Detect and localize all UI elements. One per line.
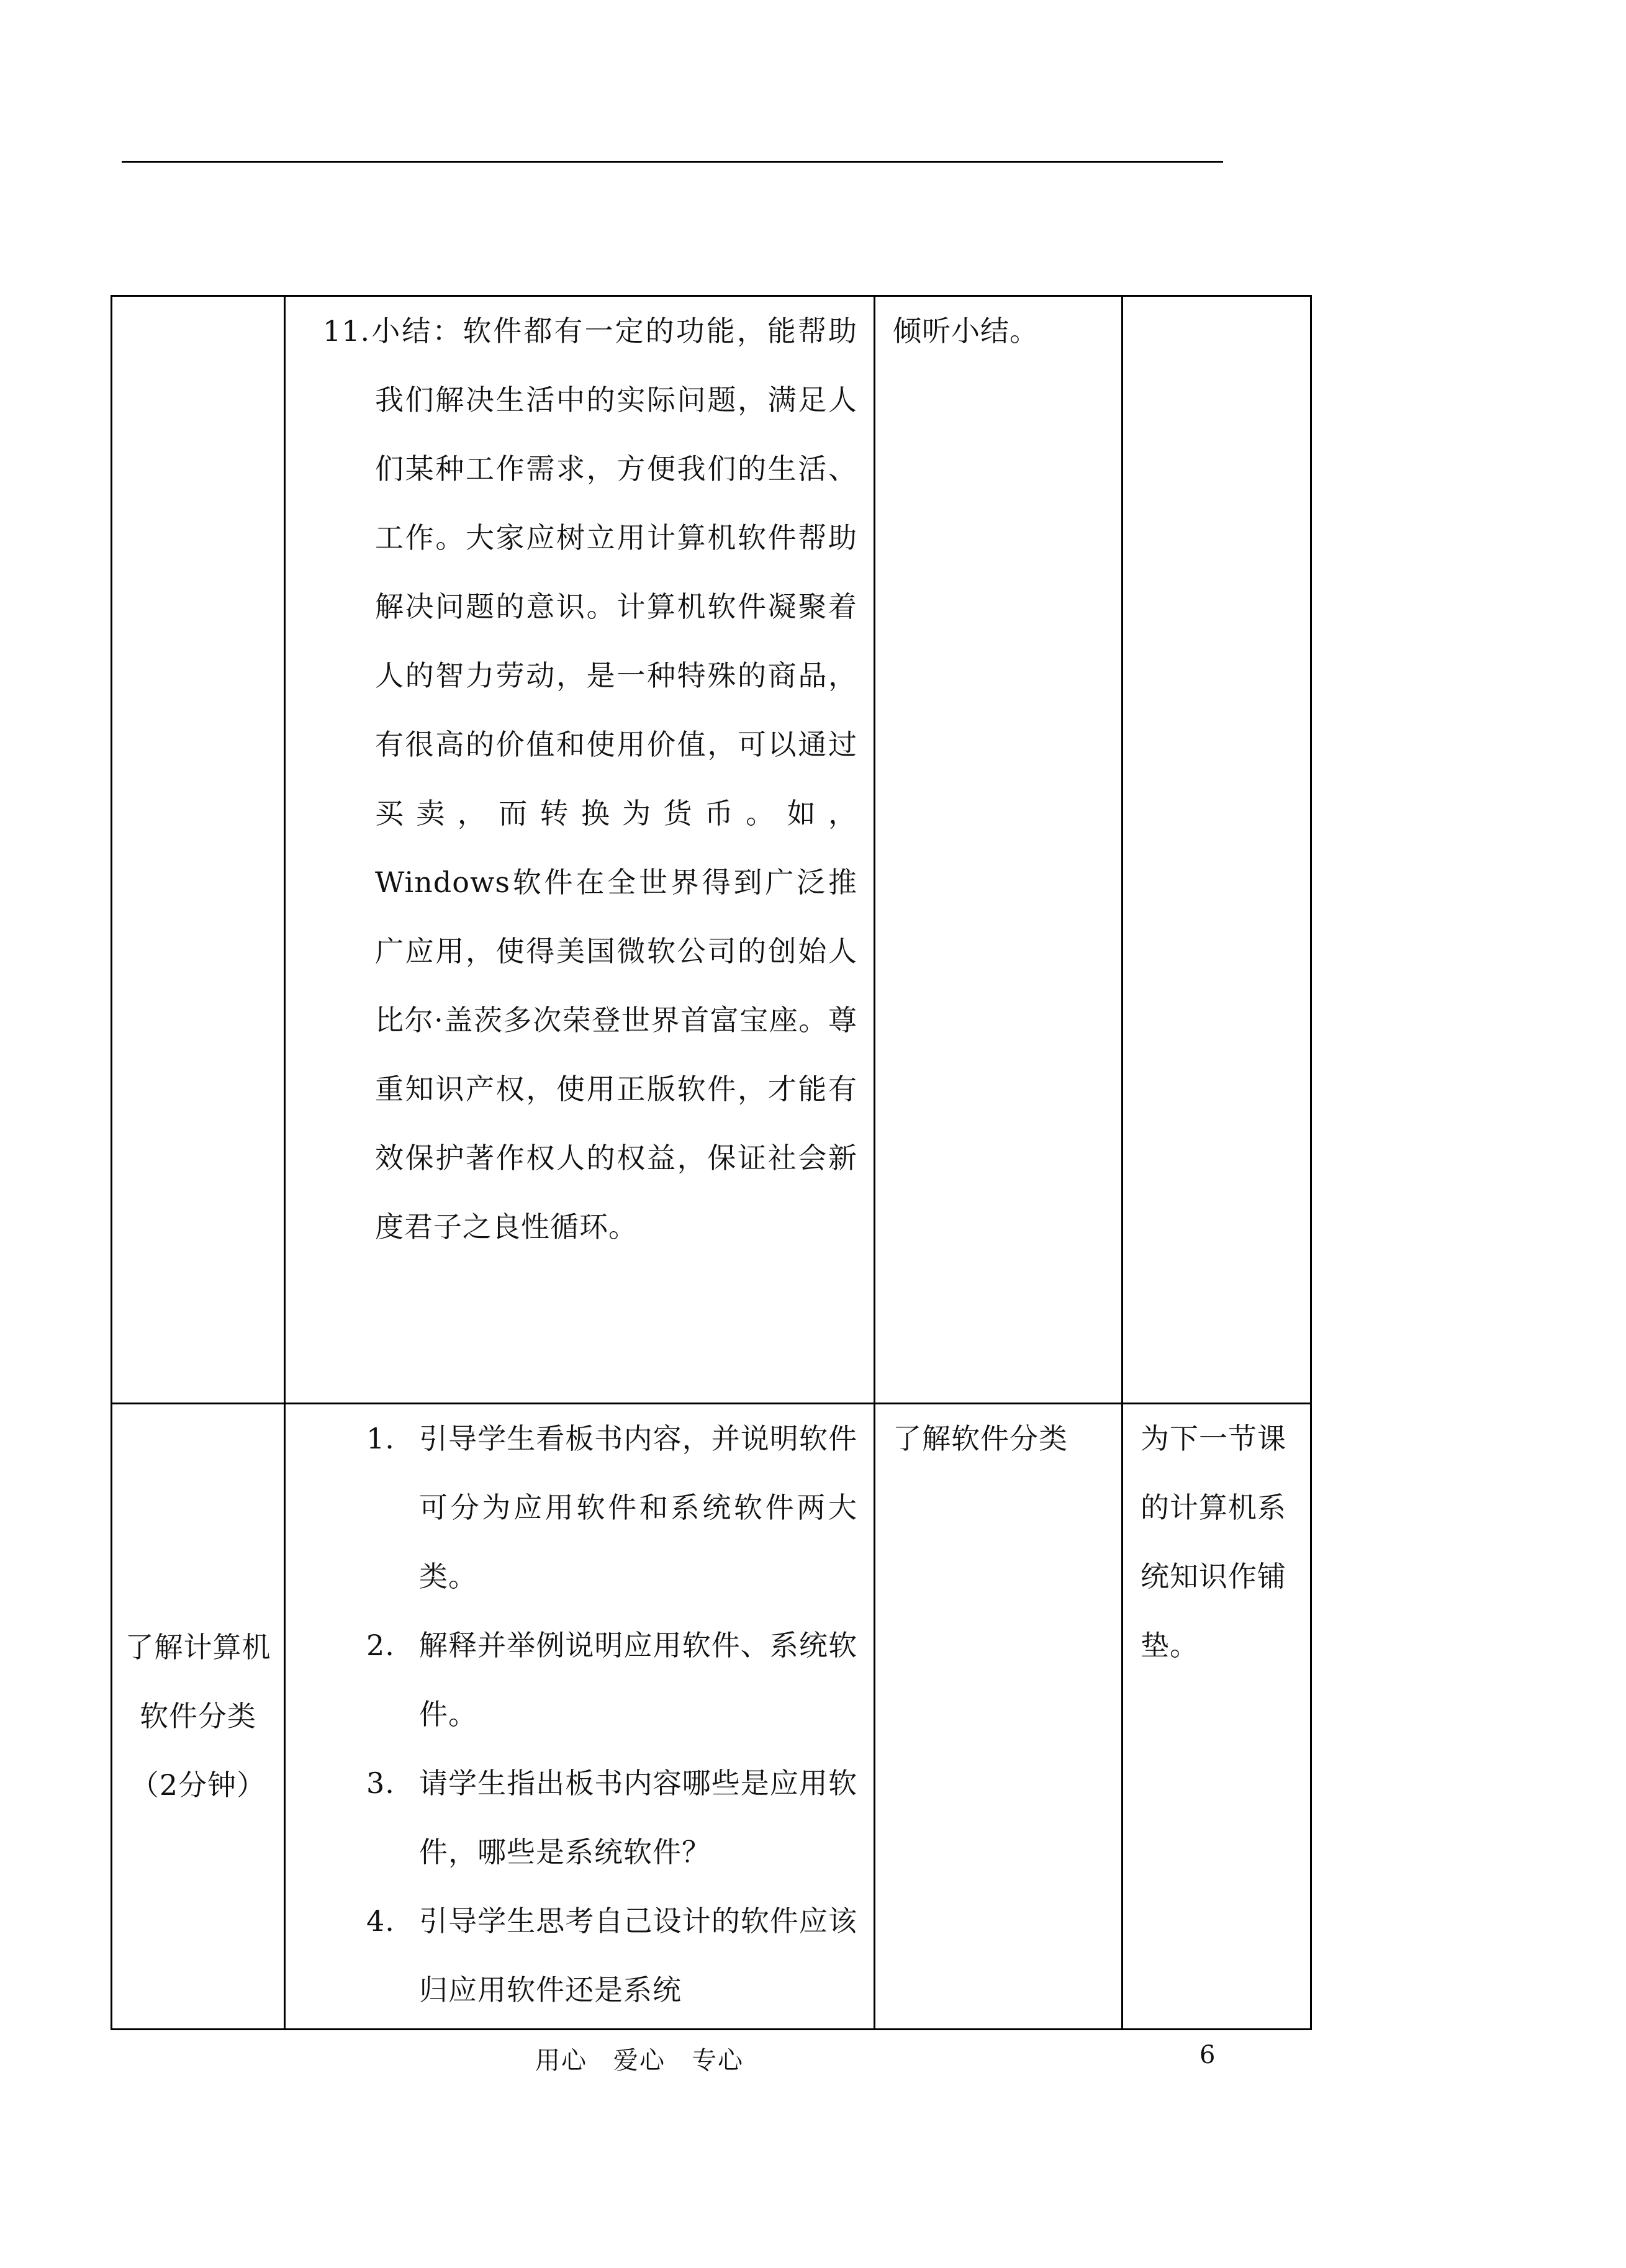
step-text: 引导学生看板书内容，并说明软件可分为应用软件和系统软件两大类。	[419, 1422, 857, 1593]
step-number: 3.	[366, 1766, 395, 1800]
stage-title: 了解计算机软件分类	[125, 1630, 271, 1733]
stage-time: （2分钟）	[130, 1768, 266, 1802]
table-row	[112, 296, 1311, 1404]
stage-cell	[112, 1404, 285, 2030]
step-list	[286, 1404, 874, 2025]
student-activity-cell	[875, 296, 1122, 1404]
stage-cell-empty	[112, 296, 285, 1404]
purpose-cell	[1122, 1404, 1311, 2030]
summary-text: 小结：软件都有一定的功能，能帮助我们解决生活中的实际问题，满足人们某种工作需求，方便我们的生活、工作。大家应树立用计算机软件帮助解决问题的意识。计算机软件凝聚着人的智力劳动，是一种特殊的商品，有很高的价值和使用价值，可以通过买卖，而转换为货币。如，Windows软件在全世界得到广泛推广应用，使得美国微软公司的创始人比尔·盖茨多次荣登世界首富宝座。尊重知识产权，使用正版软件，才能有效保护著作权人的权益，保证社会新度君子之良性循环。	[370, 314, 857, 1244]
step-text: 请学生指出板书内容哪些是应用软件，哪些是系统软件？	[419, 1766, 857, 1869]
student-activity-text: 倾听小结。	[893, 314, 1039, 348]
footer-motto: 用心 爱心 专心	[535, 2046, 744, 2075]
purpose-text: 为下一节课的计算机系统知识作铺垫。	[1140, 1422, 1286, 1662]
summary-paragraph	[323, 297, 857, 1262]
lesson-plan-table	[111, 295, 1312, 2030]
step-number: 1.	[366, 1422, 395, 1455]
step-text: 解释并举例说明应用软件、系统软件。	[419, 1629, 857, 1731]
table-row	[112, 1404, 1311, 2030]
header-rule	[122, 161, 1223, 163]
list-item	[286, 1611, 857, 1749]
purpose-cell-empty	[1122, 296, 1311, 1404]
teacher-activity-cell	[285, 296, 875, 1404]
list-item	[286, 1887, 857, 2025]
list-item	[286, 1404, 857, 1611]
teacher-activity-cell	[285, 1404, 875, 2030]
list-item	[286, 1749, 857, 1887]
student-activity-cell	[875, 1404, 1122, 2030]
step-number: 4.	[366, 1904, 395, 1938]
page-number: 6	[1199, 2041, 1216, 2069]
student-activity-text: 了解软件分类	[893, 1422, 1068, 1455]
summary-number: 11.	[323, 314, 371, 348]
step-text: 引导学生思考自己设计的软件应该归应用软件还是系统	[419, 1904, 857, 2007]
step-number: 2.	[366, 1629, 395, 1662]
